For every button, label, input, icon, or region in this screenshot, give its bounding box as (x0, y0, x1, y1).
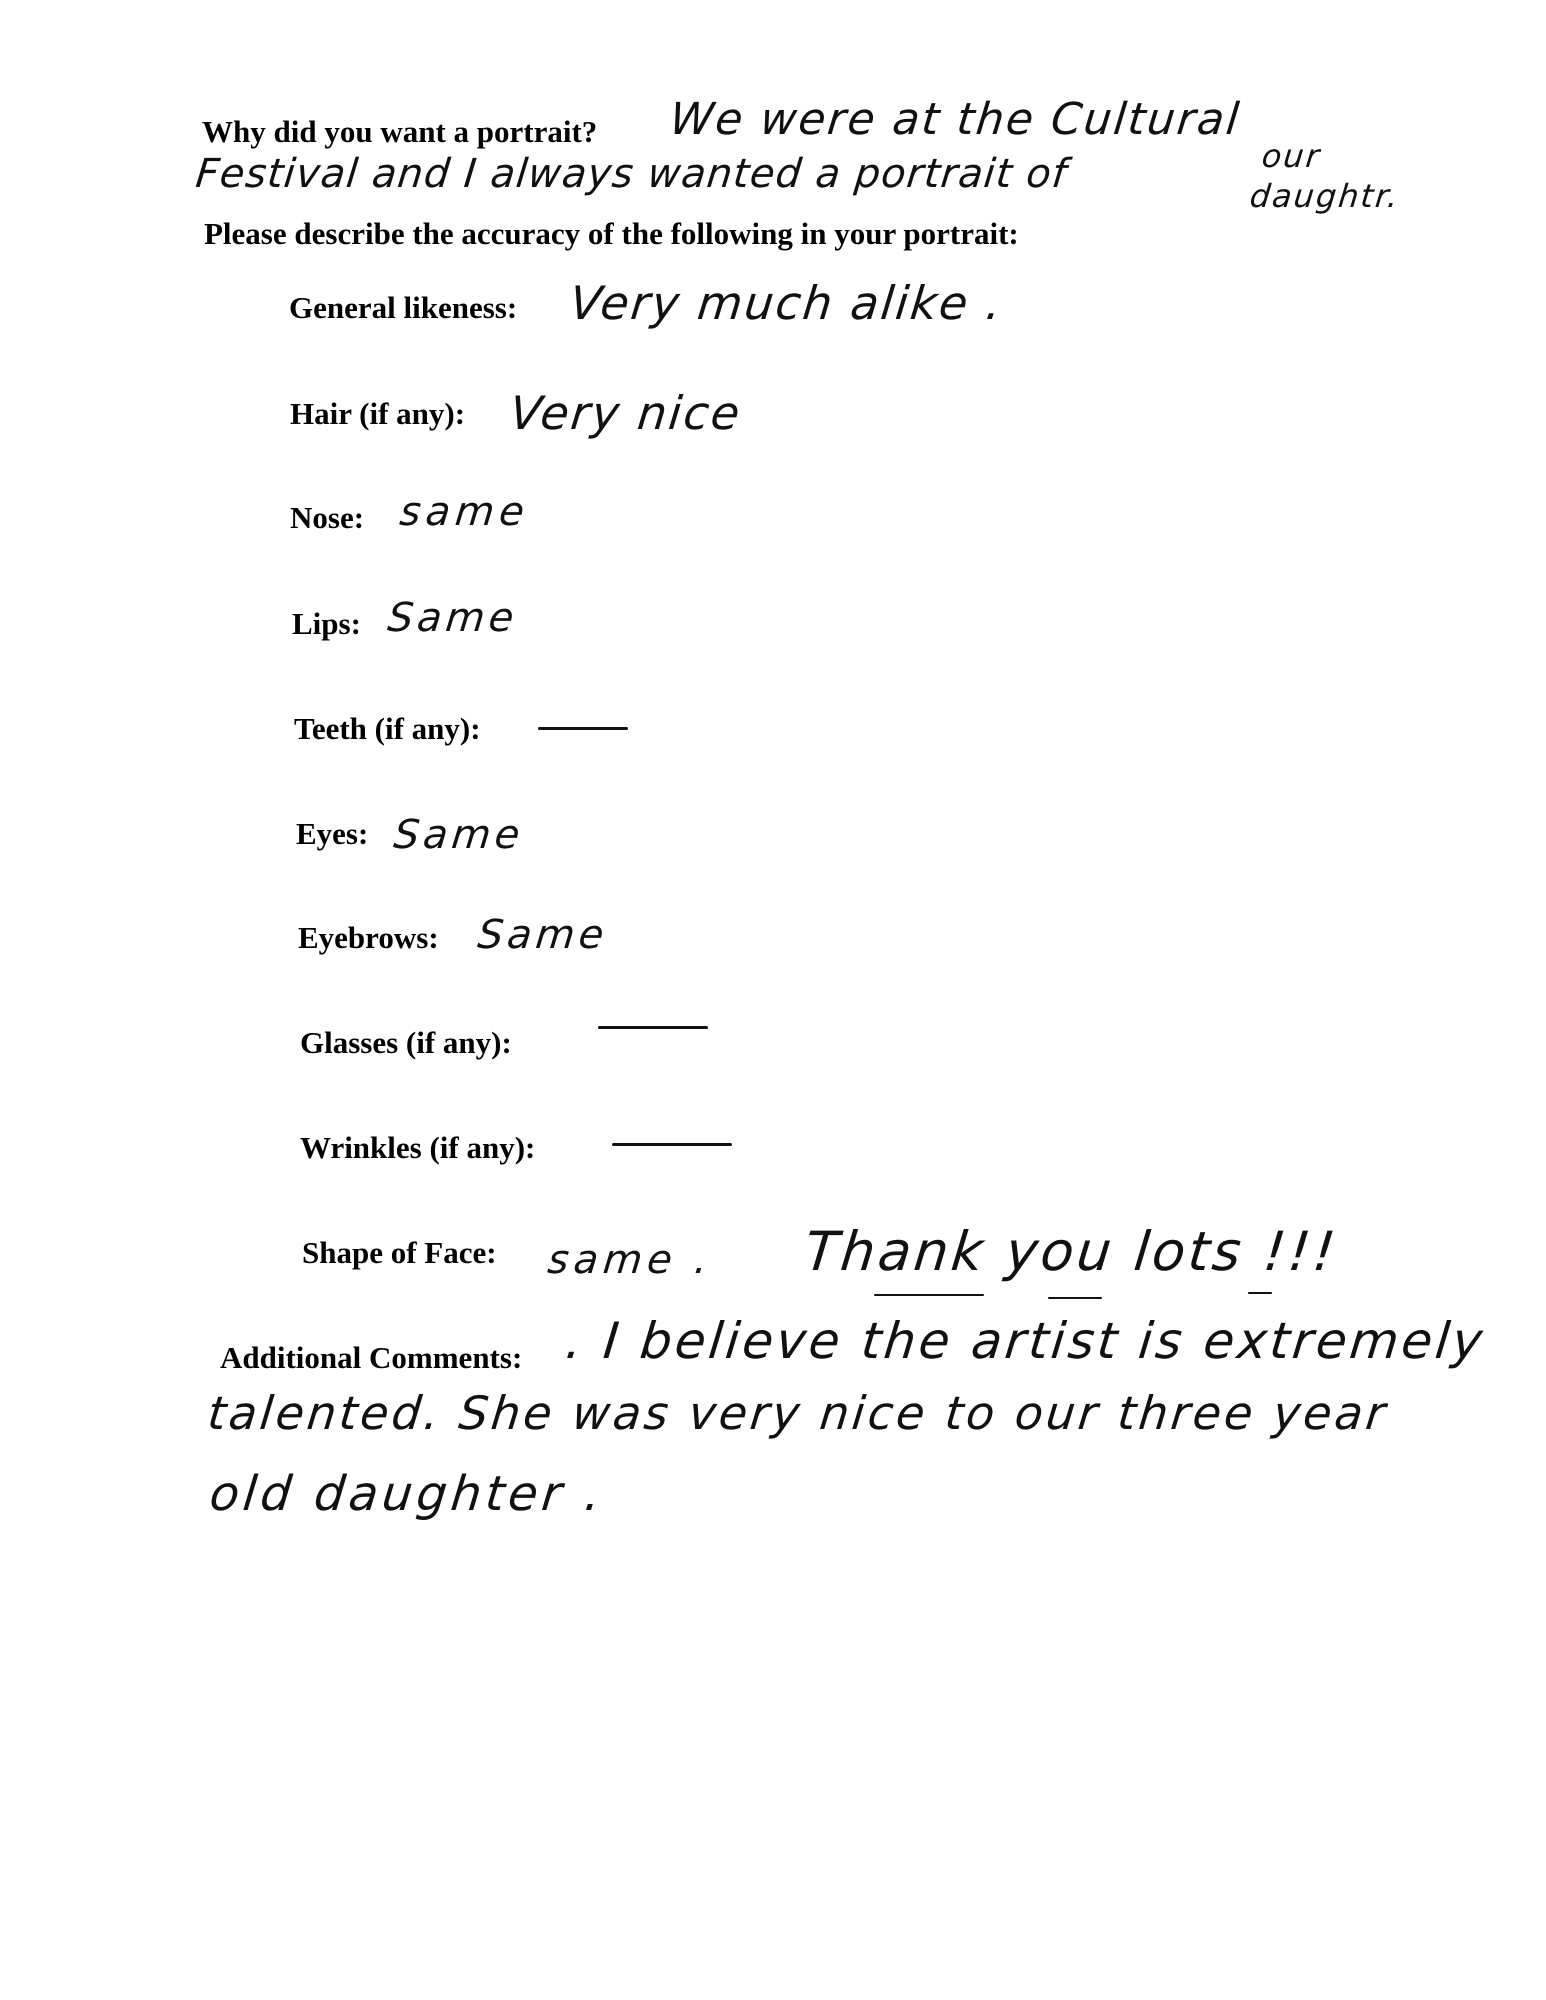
eyebrows-answer: Same (475, 912, 610, 958)
wrinkles-label: Wrinkles (if any): (300, 1130, 536, 1165)
comments-line3: old daughter . (207, 1466, 608, 1522)
why-portrait-label: Why did you want a portrait? (202, 114, 598, 149)
eyes-answer: Same (391, 812, 526, 858)
lips-answer: Same (385, 595, 520, 641)
why-portrait-answer-our: our (1260, 137, 1324, 175)
thank-you-underline-2 (1048, 1297, 1102, 1299)
hair-label: Hair (if any): (290, 396, 466, 431)
teeth-answer-dash (538, 727, 628, 730)
comments-line1: . I believe the artist is extremely (562, 1312, 1489, 1370)
why-portrait-answer-daughter: daughtr. (1248, 177, 1402, 215)
nose-label: Nose: (290, 500, 365, 535)
thank-you-underline (874, 1294, 984, 1296)
why-portrait-answer-line1: We were at the Cultural (667, 94, 1244, 145)
eyes-label: Eyes: (296, 816, 369, 851)
wrinkles-answer-dash (612, 1143, 732, 1146)
shape-of-face-label: Shape of Face: (302, 1235, 497, 1270)
glasses-label: Glasses (if any): (300, 1025, 512, 1060)
comments-line2: talented. She was very nice to our three year (205, 1386, 1391, 1440)
thank-you-underline-3 (1248, 1292, 1272, 1294)
describe-accuracy-label: Please describe the accuracy of the following in your portrait: (204, 216, 1019, 251)
thank-you-note: Thank you lots !!! (801, 1220, 1342, 1283)
general-likeness-answer: Very much alike . (567, 276, 1006, 330)
hair-answer: Very nice (507, 386, 745, 440)
additional-comments-label: Additional Comments: (220, 1340, 523, 1375)
eyebrows-label: Eyebrows: (298, 920, 439, 955)
teeth-label: Teeth (if any): (294, 711, 481, 746)
why-portrait-answer-line2: Festival and I always wanted a portrait of (193, 151, 1070, 197)
nose-answer: same (397, 489, 532, 535)
lips-label: Lips: (292, 606, 361, 641)
shape-of-face-answer: same . (545, 1237, 715, 1283)
glasses-answer-dash (598, 1026, 708, 1029)
general-likeness-label: General likeness: (289, 290, 518, 325)
